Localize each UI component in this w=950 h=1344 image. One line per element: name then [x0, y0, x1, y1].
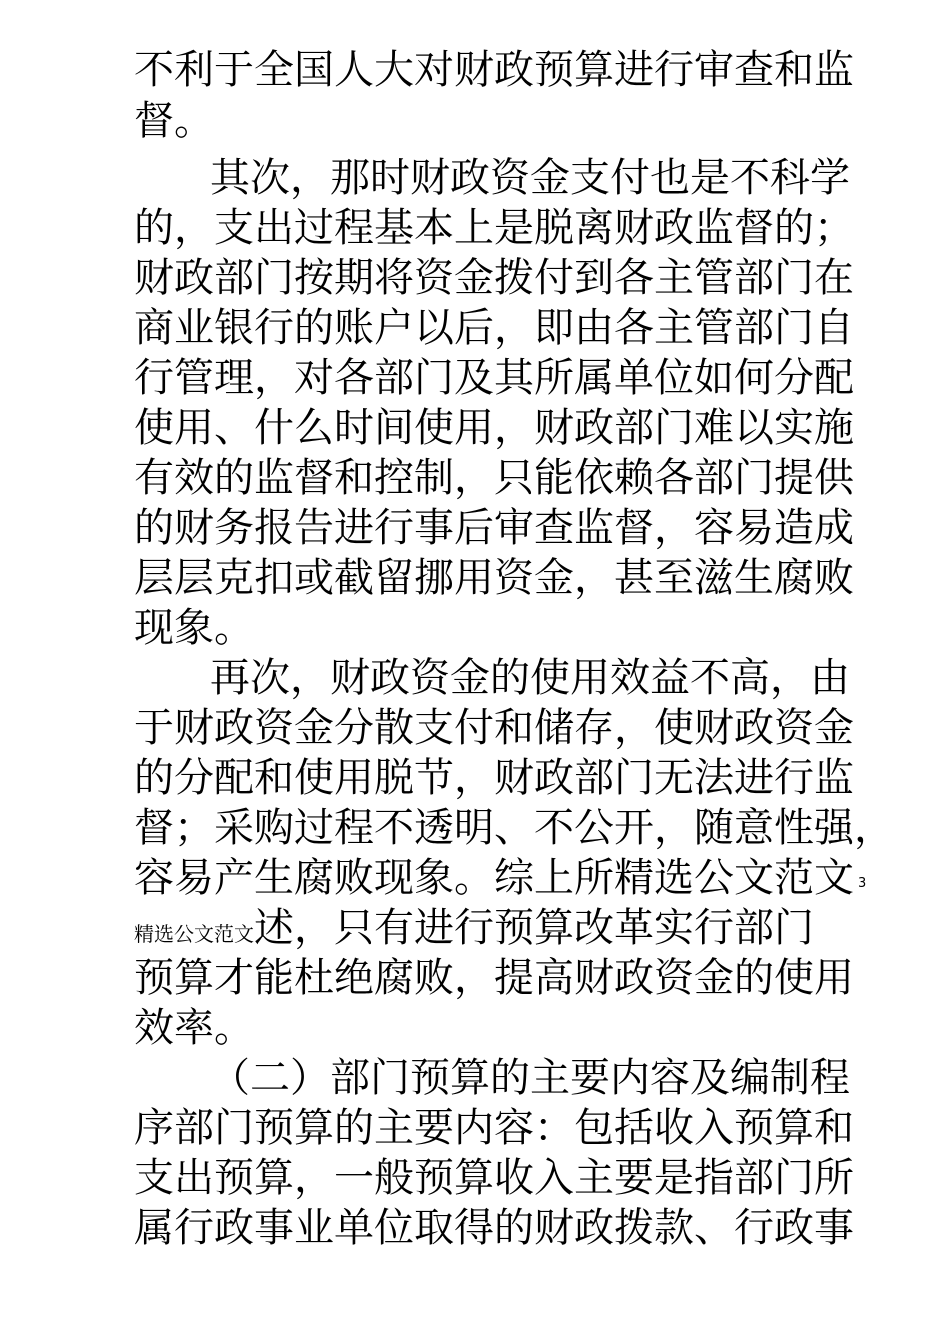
text-line: 容易产生腐败现象。综上所精选公文范文: [134, 855, 854, 901]
superscript-mark: 3: [858, 876, 867, 891]
text-line: 效率。: [134, 1005, 254, 1051]
text-line: 层层克扣或截留挪用资金，甚至滋生腐败: [134, 555, 854, 601]
text-line: 的分配和使用脱节，财政部门无法进行监: [134, 755, 854, 801]
text-line: 的财务报告进行事后审查监督，容易造成: [134, 505, 854, 551]
text-line: 使用、什么时间使用，财政部门难以实施: [134, 405, 854, 451]
text-line: 财政部门按期将资金拨付到各主管部门在: [134, 255, 854, 301]
text-line: 于财政资金分散支付和储存，使财政资金: [134, 705, 854, 751]
text-line: 属行政事业单位取得的财政拨款、行政事: [134, 1205, 854, 1251]
paragraph-start-line: 其次，那时财政资金支付也是不科学: [210, 155, 850, 201]
text-line: 不利于全国人大对财政预算进行审查和监: [134, 47, 854, 93]
text-line: 督；采购过程不透明、不公开，随意性强，: [134, 805, 894, 851]
text-line: 序部门预算的主要内容：包括收入预算和: [134, 1105, 854, 1151]
text-line: 的，支出过程基本上是脱离财政监督的；: [134, 205, 854, 251]
text-line: 有效的监督和控制，只能依赖各部门提供: [134, 455, 854, 501]
text-line: 预算才能杜绝腐败，提高财政资金的使用: [134, 955, 854, 1001]
text-line: 商业银行的账户以后，即由各主管部门自: [134, 305, 854, 351]
text-line: 督。: [134, 98, 214, 144]
text-line: 行管理，对各部门及其所属单位如何分配: [134, 355, 854, 401]
text-line-with-note: [134, 853, 866, 903]
text-line: 现象。: [134, 605, 254, 651]
text-line: 述，只有进行预算改革实行部门: [254, 905, 814, 951]
paragraph-start-line: 再次，财政资金的使用效益不高，由: [210, 655, 850, 701]
text-line-with-watermark: [134, 903, 814, 953]
text-line: 支出预算，一般预算收入主要是指部门所: [134, 1155, 854, 1201]
section-heading-line: （二）部门预算的主要内容及编制程: [210, 1055, 850, 1101]
watermark-text: 精选公文范文: [134, 922, 254, 946]
